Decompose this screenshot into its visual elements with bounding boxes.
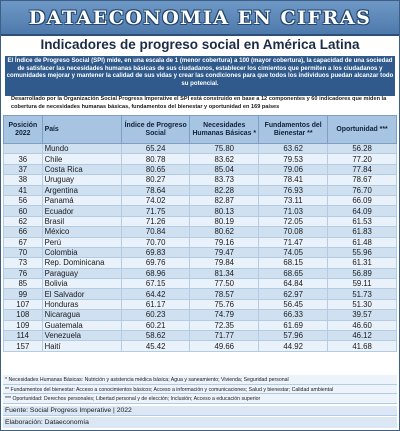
country-cell: Paraguay xyxy=(42,268,121,278)
rank-cell: 70 xyxy=(4,247,43,257)
footnote-basic-needs: * Necesidades Humanas Básicas: Nutrición y asistencia médica básica; Agua y saneamiento; Vivienda; Seguridad personal xyxy=(3,375,397,385)
basic-needs-cell: 81.34 xyxy=(190,268,259,278)
rank-cell: 67 xyxy=(4,237,43,247)
header-opportunity: Oportunidad *** xyxy=(328,116,397,144)
credit-line: Elaboración: Dataeconomía xyxy=(3,417,397,428)
spi-cell: 70.70 xyxy=(122,237,190,247)
foundations-cell: 71.03 xyxy=(259,206,328,216)
methodology-note: Desarrollado por la Organización Social Progress Imperative el SPI está construido en base a 12 componentes y 60 indicadores que miden la cobertura de necesidades humanas básicas, fundamentos del bienestar y oportunidad en 169 países xyxy=(11,96,387,110)
country-cell: Panamá xyxy=(42,195,121,205)
table-row xyxy=(4,268,397,278)
banner-title: DATAECONOMIA EN CIFRAS xyxy=(28,6,372,29)
header-rank: Posición 2022 xyxy=(4,116,43,144)
country-cell: Guatemala xyxy=(42,320,121,330)
basic-needs-cell: 75.80 xyxy=(190,144,259,154)
basic-needs-cell: 79.16 xyxy=(190,237,259,247)
opportunity-cell: 61.53 xyxy=(328,216,397,226)
foundations-cell: 71.47 xyxy=(259,237,328,247)
foundations-cell: 73.11 xyxy=(259,195,328,205)
spi-cell: 64.42 xyxy=(122,289,190,299)
opportunity-cell: 78.67 xyxy=(328,175,397,185)
foundations-cell: 62.97 xyxy=(259,289,328,299)
rank-cell: 41 xyxy=(4,185,43,195)
table-row xyxy=(4,289,397,299)
table-row xyxy=(4,320,397,330)
country-cell: Mundo xyxy=(42,144,121,154)
country-cell: Colombia xyxy=(42,247,121,257)
opportunity-cell: 61.48 xyxy=(328,237,397,247)
basic-needs-cell: 82.87 xyxy=(190,195,259,205)
table-row xyxy=(4,341,397,351)
basic-needs-cell: 72.35 xyxy=(190,320,259,330)
opportunity-cell: 59.11 xyxy=(328,279,397,289)
table-row xyxy=(4,216,397,226)
spi-cell: 68.96 xyxy=(122,268,190,278)
foundations-cell: 57.96 xyxy=(259,331,328,341)
country-cell: México xyxy=(42,227,121,237)
spi-cell: 80.27 xyxy=(122,175,190,185)
spi-table xyxy=(3,115,397,352)
spi-cell: 80.78 xyxy=(122,154,190,164)
foundations-cell: 79.06 xyxy=(259,164,328,174)
opportunity-cell: 51.73 xyxy=(328,289,397,299)
basic-needs-cell: 80.13 xyxy=(190,206,259,216)
table-row xyxy=(4,185,397,195)
page-title: Indicadores de progreso social en América Latina xyxy=(40,37,360,52)
foundations-cell: 66.33 xyxy=(259,310,328,320)
country-cell: Argentina xyxy=(42,185,121,195)
table-row xyxy=(4,195,397,205)
spi-cell: 65.24 xyxy=(122,144,190,154)
basic-needs-cell: 83.73 xyxy=(190,175,259,185)
table-row xyxy=(4,279,397,289)
country-cell: Honduras xyxy=(42,299,121,309)
footnote-opportunity: *** Oportunidad: Derechos personales; Libertad personal y de elección; Inclusión; Acceso a educación superior xyxy=(3,394,397,404)
rank-cell: 56 xyxy=(4,195,43,205)
table-row xyxy=(4,237,397,247)
rank-cell: 36 xyxy=(4,154,43,164)
opportunity-cell: 61.31 xyxy=(328,258,397,268)
country-cell: Brasil xyxy=(42,216,121,226)
foundations-cell: 72.05 xyxy=(259,216,328,226)
foundations-cell: 70.08 xyxy=(259,227,328,237)
rank-cell: 37 xyxy=(4,164,43,174)
table-row xyxy=(4,175,397,185)
foundations-cell: 63.62 xyxy=(259,144,328,154)
basic-needs-cell: 80.19 xyxy=(190,216,259,226)
country-cell: Venezuela xyxy=(42,331,121,341)
basic-needs-cell: 79.47 xyxy=(190,247,259,257)
banner xyxy=(1,1,399,36)
rank-cell: 99 xyxy=(4,289,43,299)
basic-needs-cell: 78.57 xyxy=(190,289,259,299)
table-row xyxy=(4,310,397,320)
rank-cell: 114 xyxy=(4,331,43,341)
spi-cell: 67.15 xyxy=(122,279,190,289)
rank-cell: 108 xyxy=(4,310,43,320)
foundations-cell: 68.15 xyxy=(259,258,328,268)
basic-needs-cell: 75.76 xyxy=(190,299,259,309)
basic-needs-cell: 77.50 xyxy=(190,279,259,289)
basic-needs-cell: 74.79 xyxy=(190,310,259,320)
table-row xyxy=(4,299,397,309)
rank-cell: 73 xyxy=(4,258,43,268)
footnotes xyxy=(3,375,397,404)
country-cell: Haití xyxy=(42,341,121,351)
opportunity-cell: 66.09 xyxy=(328,195,397,205)
rank-cell: 107 xyxy=(4,299,43,309)
intro-paragraph: El Índice de Progreso Social (SPI) mide, en una escala de 1 (menor cobertura) a 100 (mayor cobertura), la capacidad de una sociedad de satisfacer las necesidades humanas básicas de sus ciudadanos, establecer los cimientos que permiten a los ciudadanos y comunidades mejorar y mantener la calidad de sus vidas y crear las condiciones para que todos los individuos puedan alcanzar todo su potencial. xyxy=(5,56,395,96)
header-foundations: Fundamentos del Bienestar ** xyxy=(259,116,328,144)
table-row xyxy=(4,154,397,164)
foundations-cell: 64.84 xyxy=(259,279,328,289)
rank-cell: 157 xyxy=(4,341,43,351)
table-row xyxy=(4,206,397,216)
opportunity-cell: 56.28 xyxy=(328,144,397,154)
country-cell: El Salvador xyxy=(42,289,121,299)
table-row xyxy=(4,258,397,268)
basic-needs-cell: 79.84 xyxy=(190,258,259,268)
rank-cell: 62 xyxy=(4,216,43,226)
foundations-cell: 74.05 xyxy=(259,247,328,257)
opportunity-cell: 76.70 xyxy=(328,185,397,195)
country-cell: Ecuador xyxy=(42,206,121,216)
spi-cell: 60.23 xyxy=(122,310,190,320)
country-cell: Chile xyxy=(42,154,121,164)
country-cell: Nicaragua xyxy=(42,310,121,320)
spi-cell: 69.83 xyxy=(122,247,190,257)
opportunity-cell: 55.96 xyxy=(328,247,397,257)
table-row xyxy=(4,227,397,237)
rank-cell: 109 xyxy=(4,320,43,330)
rank-cell: 38 xyxy=(4,175,43,185)
rank-cell: 85 xyxy=(4,279,43,289)
table-row xyxy=(4,331,397,341)
table-row xyxy=(4,247,397,257)
foundations-cell: 78.41 xyxy=(259,175,328,185)
spi-cell: 71.26 xyxy=(122,216,190,226)
spi-cell: 74.02 xyxy=(122,195,190,205)
foundations-cell: 79.53 xyxy=(259,154,328,164)
basic-needs-cell: 82.28 xyxy=(190,185,259,195)
table-row xyxy=(4,164,397,174)
foundations-cell: 68.65 xyxy=(259,268,328,278)
opportunity-cell: 64.09 xyxy=(328,206,397,216)
opportunity-cell: 77.84 xyxy=(328,164,397,174)
header-basic-needs: Necesidades Humanas Básicas * xyxy=(190,116,259,144)
source-line: Fuente: Social Progress Imperative | 2022 xyxy=(3,406,397,416)
opportunity-cell: 39.57 xyxy=(328,310,397,320)
spi-cell: 69.76 xyxy=(122,258,190,268)
table-header-row xyxy=(4,116,397,144)
header-spi: Índice de Progreso Social xyxy=(122,116,190,144)
country-cell: Perú xyxy=(42,237,121,247)
spi-cell: 71.75 xyxy=(122,206,190,216)
country-cell: Bolivia xyxy=(42,279,121,289)
header-country: País xyxy=(42,116,121,144)
opportunity-cell: 46.60 xyxy=(328,320,397,330)
spi-cell: 60.21 xyxy=(122,320,190,330)
spi-cell: 78.64 xyxy=(122,185,190,195)
spi-cell: 45.42 xyxy=(122,341,190,351)
rank-cell xyxy=(4,144,43,154)
rank-cell: 76 xyxy=(4,268,43,278)
opportunity-cell: 77.20 xyxy=(328,154,397,164)
footnote-foundations: ** Fundamentos del bienestar: Acceso a conocimientos básicos; Acceso a información y comunicaciones; Salud y bienestar; Calidad ambiental xyxy=(3,385,397,395)
rank-cell: 60 xyxy=(4,206,43,216)
country-cell: Costa Rica xyxy=(42,164,121,174)
table-body xyxy=(4,144,397,352)
opportunity-cell: 41.68 xyxy=(328,341,397,351)
opportunity-cell: 61.83 xyxy=(328,227,397,237)
spi-cell: 80.65 xyxy=(122,164,190,174)
opportunity-cell: 56.89 xyxy=(328,268,397,278)
country-cell: Rep. Dominicana xyxy=(42,258,121,268)
foundations-cell: 44.92 xyxy=(259,341,328,351)
rank-cell: 66 xyxy=(4,227,43,237)
basic-needs-cell: 83.62 xyxy=(190,154,259,164)
spi-cell: 70.84 xyxy=(122,227,190,237)
table-row xyxy=(4,144,397,154)
country-cell: Uruguay xyxy=(42,175,121,185)
opportunity-cell: 51.30 xyxy=(328,299,397,309)
foundations-cell: 76.93 xyxy=(259,185,328,195)
spi-cell: 61.17 xyxy=(122,299,190,309)
basic-needs-cell: 49.66 xyxy=(190,341,259,351)
opportunity-cell: 46.12 xyxy=(328,331,397,341)
foundations-cell: 56.45 xyxy=(259,299,328,309)
foundations-cell: 61.69 xyxy=(259,320,328,330)
basic-needs-cell: 71.77 xyxy=(190,331,259,341)
spi-cell: 58.62 xyxy=(122,331,190,341)
basic-needs-cell: 80.62 xyxy=(190,227,259,237)
basic-needs-cell: 85.04 xyxy=(190,164,259,174)
